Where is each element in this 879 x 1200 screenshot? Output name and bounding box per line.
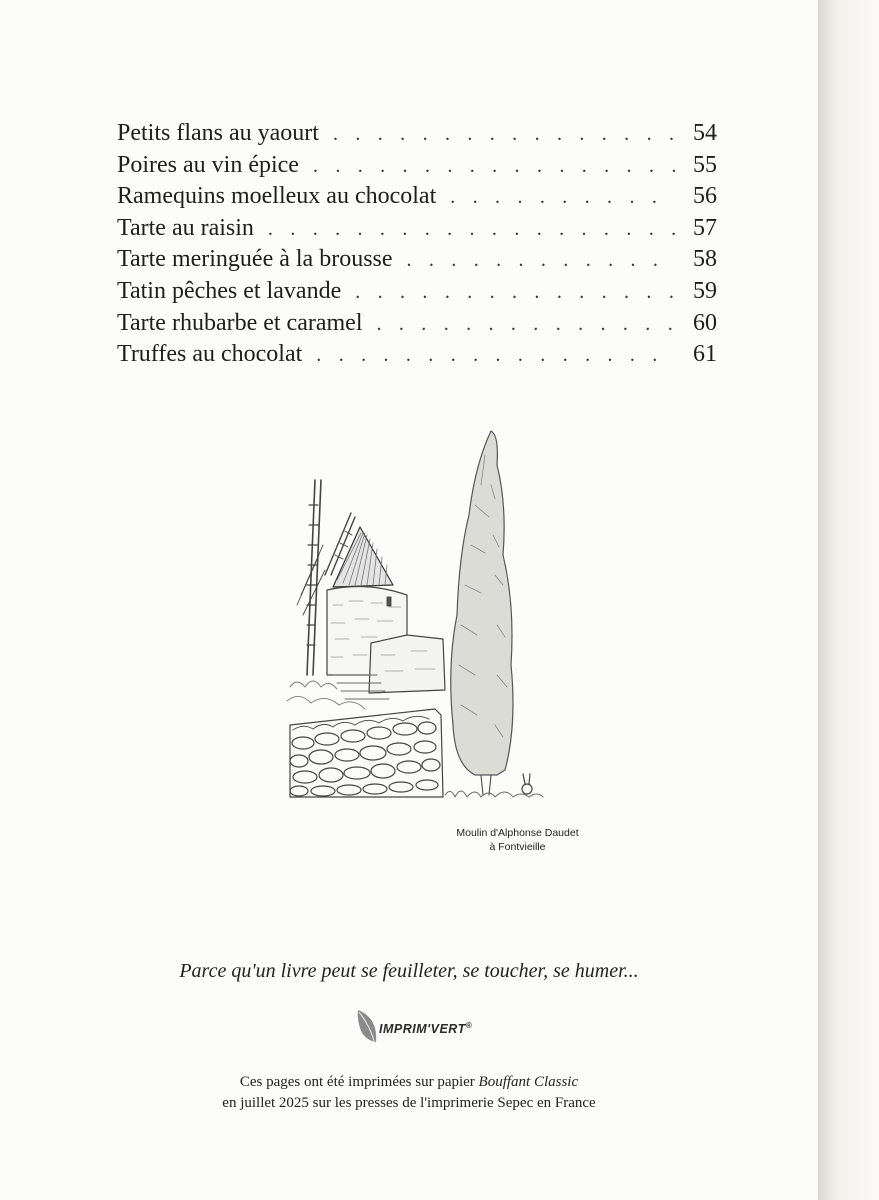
toc-leader-dots (313, 151, 675, 183)
toc-page-number: 60 (693, 309, 717, 336)
imprim-vert-logo (352, 1008, 502, 1048)
toc-page-number: 59 (693, 277, 717, 304)
toc-page-number: 56 (693, 183, 717, 210)
toc-title: Truffes au chocolat (117, 341, 303, 368)
printing-info-line: en juillet 2025 sur les presses de l'imprimerie Sepec en France (222, 1095, 596, 1111)
cypress-tree (451, 431, 513, 795)
toc-title: Tatin pêches et lavande (117, 277, 342, 304)
caption-line: à Fontvieille (489, 841, 546, 853)
toc-row (117, 150, 717, 182)
logo-text: IMPRIM'VERT (379, 1022, 466, 1037)
registered-mark: ® (465, 1021, 473, 1030)
toc-title: Tarte au raisin (117, 214, 254, 241)
printing-info-prefix: Ces pages ont été imprimées sur papier (239, 1074, 479, 1090)
caption-line: Moulin d'Alphonse Daudet (456, 827, 579, 839)
illustration-caption (435, 826, 600, 854)
tagline: Parce qu'un livre peut se feuilleter, se toucher, se humer... (179, 960, 639, 982)
rabbit (522, 774, 532, 794)
toc-row (117, 181, 717, 213)
toc-leader-dots (268, 214, 675, 246)
toc-leader-dots (407, 245, 675, 277)
printing-info-line (0, 1072, 818, 1093)
toc-title: Tarte meringuée à la brousse (117, 246, 393, 273)
toc-page-number: 58 (693, 246, 717, 273)
toc-title: Petits flans au yaourt (117, 120, 319, 146)
toc-row (117, 276, 717, 308)
leaf-icon (352, 1008, 382, 1048)
toc-page-number: 54 (693, 120, 717, 146)
toc-row (117, 244, 717, 276)
toc-row (117, 339, 717, 371)
next-page-edge (818, 0, 879, 1200)
toc-title: Ramequins moelleux au chocolat (117, 183, 437, 210)
toc-row (117, 118, 717, 150)
toc-leader-dots (377, 309, 676, 341)
printing-info (0, 1072, 818, 1114)
toc-page-number: 61 (693, 341, 717, 368)
toc-leader-dots (333, 119, 675, 151)
toc-title: Tarte rhubarbe et caramel (117, 309, 363, 336)
toc-row (117, 308, 717, 340)
paper-name: Bouffant Classic (478, 1074, 579, 1090)
toc-leader-dots (450, 182, 675, 214)
stone-wall (290, 709, 443, 797)
table-of-contents (117, 118, 717, 371)
toc-page-number: 55 (693, 151, 717, 178)
toc-leader-dots (316, 340, 675, 372)
stone-annex (369, 635, 445, 693)
windmill-illustration (285, 425, 550, 810)
toc-leader-dots (355, 277, 675, 309)
toc-page-number: 57 (693, 214, 717, 241)
toc-title: Poires au vin épice (117, 151, 299, 178)
toc-row (117, 213, 717, 245)
